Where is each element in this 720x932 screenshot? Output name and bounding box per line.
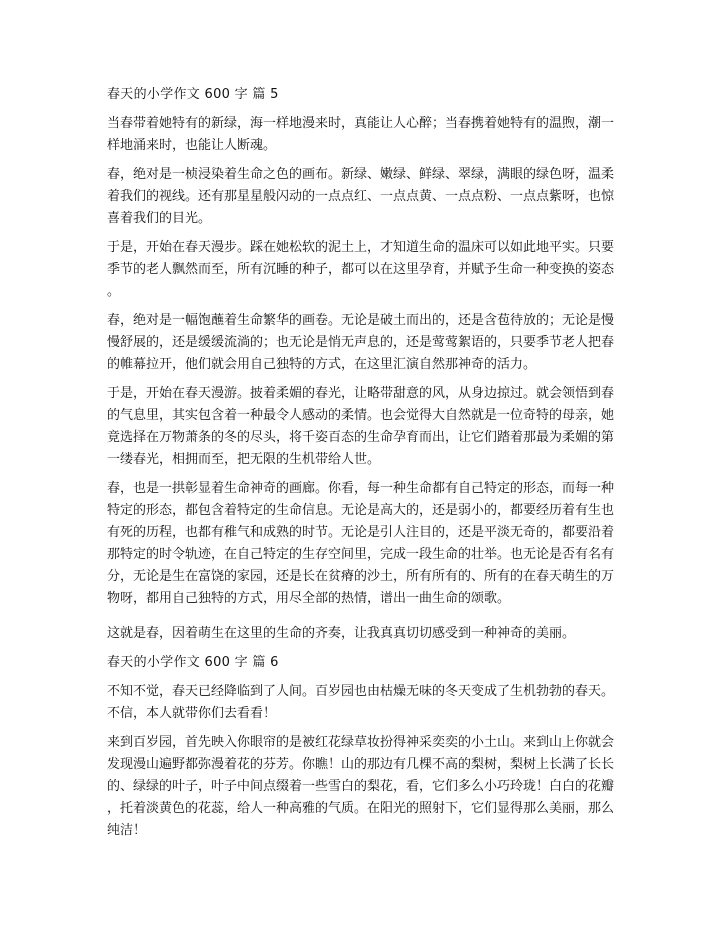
text-line: 季节的老人飘然而至，所有沉睡的种子，都可以在这里孕育，并赋予生命一种变换的姿态: [107, 262, 615, 277]
text-line: 于是，开始在春天漫步。踩在她松软的泥土上，才知道生命的温床可以如此地平实。只要: [107, 240, 615, 255]
text-line: 于是，开始在春天漫游。披着柔媚的春光，让略带甜意的风，从身边掠过。就会领悟到春: [107, 386, 615, 401]
text-line: 慢舒展的，还是缓缓流淌的；也无论是悄无声息的，还是莺莺絮语的，只要季节老人把春: [107, 335, 615, 350]
paragraph: [107, 310, 637, 376]
text-line: 春天的小学作文 600 字 篇 5: [107, 87, 279, 102]
text-line: 。: [107, 284, 121, 299]
text-line: 春，绝对是一桢浸染着生命之色的画布。新绿、嫩绿、鲜绿、翠绿，满眼的绿色呀，温柔: [107, 167, 615, 182]
text-line: 不知不觉，春天已经降临到了人间。百岁园也由枯燥无味的冬天变成了生机勃勃的春天。: [107, 684, 615, 699]
text-line: 发现漫山遍野都弥漫着花的芬芳。你瞧！山的那边有几棵不高的梨树，梨树上长满了长长: [107, 757, 615, 772]
text-line: 当春带着她特有的新绿，海一样地漫来时，真能让人心醉；当春携着她特有的温煦，潮一: [107, 116, 615, 131]
paragraph: [107, 383, 637, 471]
text-line: 不信，本人就带你们去看看！: [107, 706, 277, 721]
text-line: 竟选择在万物萧条的冬的尽头，将千姿百态的生命孕育而出，让它们踏着那最为柔媚的第: [107, 430, 615, 445]
text-line: 纯洁！: [107, 823, 147, 838]
text-line: 着我们的视线。还有那星星般闪动的一点点红、一点点黄、一点点粉、一点点紫呀，也惊: [107, 189, 615, 204]
section-title: [107, 652, 637, 674]
paragraph: [107, 164, 637, 230]
text-line: ，托着淡黄色的花蕊，给人一种高雅的气质。在阳光的照射下，它们显得那么美丽，那么: [107, 801, 615, 816]
text-line: 的帷幕拉开，他们就会用自己独特的方式，在这里汇演自然那神奇的活力。: [107, 357, 537, 372]
text-line: 物呀，都用自己独特的方式，用尽全部的热情，谱出一曲生命的颂歌。: [107, 591, 511, 606]
text-line: 春，绝对是一幅饱蘸着生命繁华的画卷。无论是破土而出的，还是含苞待放的；无论是慢: [107, 313, 615, 328]
text-line: 分，无论是生在富饶的家园，还是长在贫瘠的沙土，所有所有的、所有的在春天萌生的万: [107, 569, 615, 584]
text-line: 的气息里，其实包含着一种最令人感动的柔情。也会觉得大自然就是一位奇特的母亲，她: [107, 408, 615, 423]
document-body: [107, 84, 637, 849]
text-line: 这就是春，因着萌生在这里的生命的齐奏，让我真真切切感受到一种神奇的美丽。: [107, 626, 576, 641]
text-line: 一缕春光，相拥而至，把无限的生机带给人世。: [107, 452, 381, 467]
section-title: [107, 84, 637, 106]
paragraph: [107, 478, 637, 610]
text-line: 样地涌来时，也能让人断魂。: [107, 138, 277, 153]
text-line: 有死的历程，也都有稚气和成熟的时节。无论是引人注目的，还是平淡无奇的，都要沿着: [107, 525, 615, 540]
text-line: 春，也是一拱彰显着生命神奇的画廊。你看，每一种生命都有自己特定的形态，而每一种: [107, 481, 615, 496]
paragraph: [107, 623, 637, 645]
text-line: 特定的形态，都包含着特定的生命信息。无论是高大的，还是弱小的，都要经历着有生也: [107, 503, 615, 518]
paragraph: [107, 681, 637, 725]
paragraph: [107, 113, 637, 157]
text-line: 来到百岁园，首先映入你眼帘的是被红花绿草妆扮得神采奕奕的小土山。来到山上你就会: [107, 735, 615, 750]
text-line: 喜着我们的目光。: [107, 211, 212, 226]
text-line: 春天的小学作文 600 字 篇 6: [107, 655, 279, 670]
paragraph: [107, 237, 637, 303]
text-line: 那特定的时令轨迹，在自己特定的生存空间里，完成一段生命的壮举。也无论是否有名有: [107, 547, 615, 562]
paragraph: [107, 732, 637, 842]
text-line: 的、绿绿的叶子，叶子中间点缀着一些雪白的梨花，看，它们多么小巧玲珑！白白的花瓣: [107, 779, 615, 794]
